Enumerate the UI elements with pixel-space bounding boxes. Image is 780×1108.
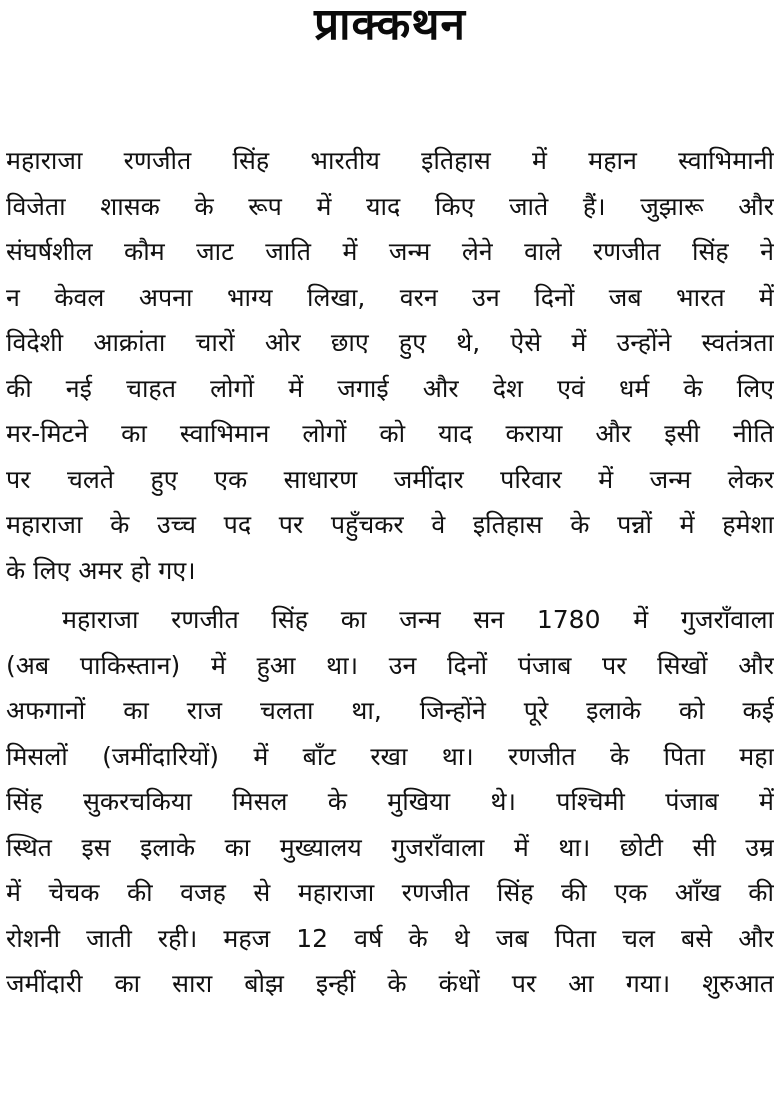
text-line: स्थित इस इलाके का मुख्यालय गुजराँवाला में था। छोटी सी उम्र [6, 832, 774, 862]
page-title: प्राक्कथन [314, 0, 466, 50]
text-line: (अब पाकिस्तान) में हुआ था। उन दिनों पंजाब पर सिखों और [6, 650, 774, 680]
text-line: महाराजा रणजीत सिंह का जन्म सन 1780 में गुजराँवाला [62, 605, 774, 634]
text-line: सिंह सुकरचकिया मिसल के मुखिया थे। पश्चिमी पंजाब में [6, 787, 774, 816]
text-line: रोशनी जाती रही। महज 12 वर्ष के थे जब पिता चल बसे और [6, 923, 774, 953]
paragraph-1 [6, 138, 774, 593]
text-line: मर-मिटने का स्वाभिमान लोगों को याद कराया और इसी नीति [6, 419, 774, 448]
text-line: महाराजा रणजीत सिंह भारतीय इतिहास में महान स्वाभिमानी [6, 146, 774, 175]
text-line: जमींदारी का सारा बोझ इन्हीं के कंधों पर आ गया। शुरुआत [6, 969, 774, 998]
body-text [6, 138, 774, 1007]
text-line: विजेता शासक के रूप में याद किए जाते हैं। जुझारू और [6, 191, 774, 221]
text-line: पर चलते हुए एक साधारण जमींदार परिवार में जन्म लेकर [6, 464, 774, 494]
text-line: महाराजा के उच्च पद पर पहुँचकर वे इतिहास के पन्नों में हमेशा [6, 510, 774, 539]
text-line: में चेचक की वजह से महाराजा रणजीत सिंह की एक आँख की [6, 878, 774, 907]
paragraph-2 [6, 597, 774, 1007]
text-line: विदेशी आक्रांता चारों ओर छाए हुए थे, ऐसे में उन्होंने स्वतंत्रता [6, 328, 774, 357]
text-line: संघर्षशील कौम जाट जाति में जन्म लेने वाले रणजीत सिंह ने [6, 237, 774, 266]
text-line: अफगानों का राज चलता था, जिन्होंने पूरे इलाके को कई [6, 696, 774, 725]
text-line: न केवल अपना भाग्य लिखा, वरन उन दिनों जब भारत में [6, 282, 774, 312]
text-line: की नई चाहत लोगों में जगाई और देश एवं धर्म के लिए [6, 373, 774, 403]
text-line: के लिए अमर हो गए। [6, 555, 196, 585]
text-line: मिसलों (जमींदारियों) में बाँट रखा था। रणजीत के पिता महा [6, 741, 774, 771]
